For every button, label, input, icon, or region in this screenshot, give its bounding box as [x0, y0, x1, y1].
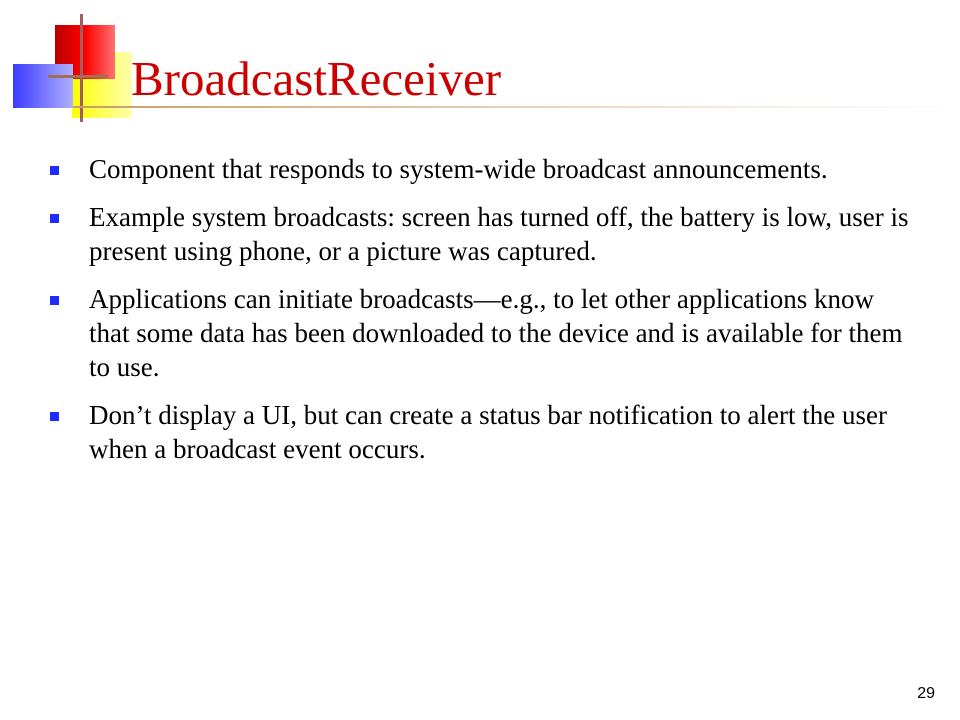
- bullet-square-icon: [50, 214, 59, 223]
- title-underline: [73, 106, 960, 108]
- bullet-text: Don’t display a UI, but can create a status bar notification to alert the user when a broadcast event occurs.: [89, 400, 887, 464]
- bullet-item: [50, 398, 920, 466]
- bullet-square-icon: [50, 296, 59, 305]
- bullet-text: Example system broadcasts: screen has turned off, the battery is low, user is present using phone, or a picture was captured.: [89, 202, 909, 266]
- bullet-square-icon: [50, 412, 59, 421]
- bullet-text: Component that responds to system-wide broadcast announcements.: [89, 154, 828, 184]
- bullet-text: Applications can initiate broadcasts—e.g., to let other applications know that some data has been downloaded to the device and is available for them to use.: [89, 284, 903, 382]
- bullet-item: [50, 152, 920, 186]
- bullet-item: [50, 282, 920, 384]
- bullet-list: [50, 152, 920, 480]
- page-number: 29: [917, 685, 935, 702]
- bullet-item: [50, 200, 920, 268]
- corner-logo-icon: [0, 0, 140, 140]
- bullet-square-icon: [50, 166, 59, 175]
- slide-title: BroadcastReceiver: [131, 51, 502, 106]
